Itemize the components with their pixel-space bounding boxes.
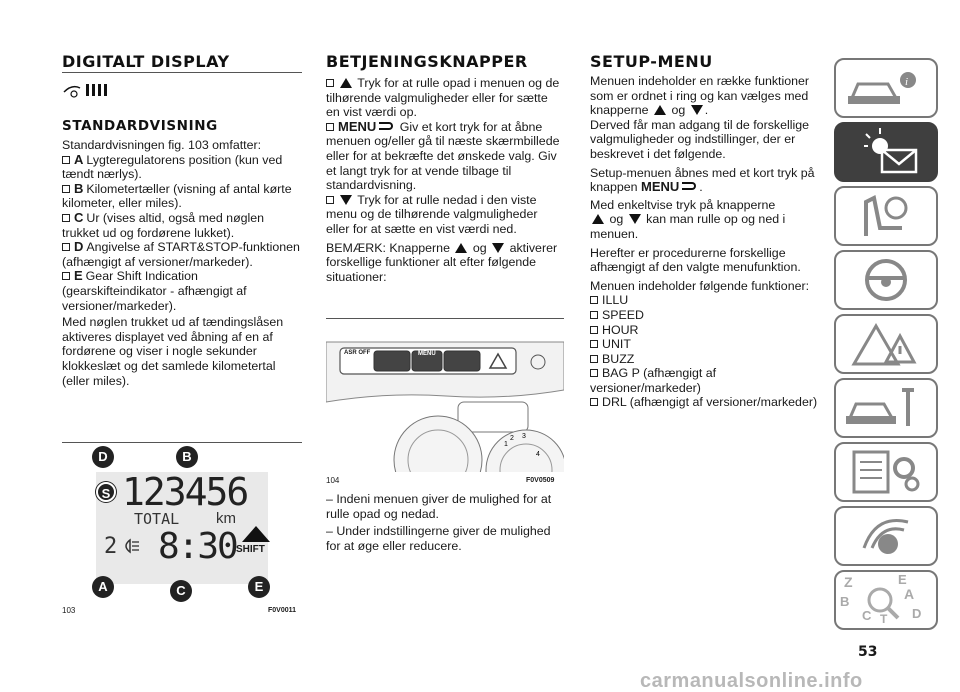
down-arrow-icon <box>629 214 641 224</box>
index-letter: C <box>862 608 872 623</box>
list-item-down: Tryk for at rulle nedad i den viste menu og de tilhørende valgmuligheder eller for at sætte en vist værdi ned. <box>326 192 538 236</box>
svg-text:1: 1 <box>504 441 508 448</box>
clock-digits: 8:30 <box>158 526 237 567</box>
body-text: Menuen indeholder følgende funktioner: <box>590 278 810 293</box>
list-item: BUZZ <box>590 352 830 367</box>
figure-code: F0V0509 <box>526 477 555 484</box>
list-item: E Gear Shift Indication (gearskifteindikator - afhængigt af versioner/markeder). <box>62 268 247 313</box>
svg-text:3: 3 <box>522 433 526 440</box>
up-arrow-icon <box>654 105 666 115</box>
odometer-digits: 123456 <box>122 470 248 514</box>
page-number: 53 <box>858 644 878 660</box>
figure-code: F0V0011 <box>268 607 297 614</box>
total-label: TOTAL <box>134 510 180 528</box>
list-item: C Ur (vises altid, også med nøglen trukket ud og fordørene lukket). <box>62 209 265 240</box>
tab-index[interactable] <box>834 570 938 630</box>
index-letter: B <box>840 594 850 609</box>
list-item: DRL (afhængigt af versioner/markeder) <box>590 395 830 410</box>
callout-s: S <box>96 482 116 502</box>
section-title: DIGITALT DISPLAY <box>62 52 230 71</box>
callout-c: C <box>170 580 192 602</box>
tab-warning-lights[interactable] <box>834 122 938 182</box>
index-letter: D <box>912 606 922 621</box>
list-item-menu: MENU Giv et kort tryk for at åbne menuen og/eller gå til næste skærmbillede eller for at bekræfte det ønskede valg. Giv et langt tryk for at vende tilbage til standardvisning. <box>326 118 560 193</box>
body-text: Setup-menuen åbnes med et kort tryk på knappen MENU . <box>590 165 815 195</box>
asr-button-label: ASR OFF <box>344 350 371 356</box>
tab-tech-data[interactable] <box>834 442 938 502</box>
car-info-icon <box>836 60 936 116</box>
figure-number: 103 <box>62 606 76 615</box>
seat-airbag-icon <box>836 188 936 244</box>
multimedia-icon <box>836 508 936 564</box>
down-arrow-icon <box>492 243 504 253</box>
list-item: HOUR <box>590 323 830 338</box>
subsection-title: STANDARDVISNING <box>62 118 218 134</box>
section-title: BETJENINGSKNAPPER <box>326 52 528 71</box>
tab-safety[interactable] <box>834 186 938 246</box>
body-text: Med enkeltvise tryk på knapperne og kan man rulle op og ned i menuen. <box>590 197 786 241</box>
warning-light-message-icon <box>836 124 936 180</box>
shift-label: SHIFT <box>236 544 265 555</box>
tab-service[interactable] <box>834 378 938 438</box>
tech-data-settings-icon <box>836 444 936 500</box>
callout-a: A <box>92 576 114 598</box>
tab-emergency[interactable] <box>834 314 938 374</box>
index-letter: Z <box>844 574 853 590</box>
menu-button-label: MENU <box>418 351 436 357</box>
list-item-up: Tryk for at rulle opad i menuen og de tilhørende valgmuligheder eller for sætte en vist værdi op. <box>326 76 560 120</box>
steering-wheel-icon <box>836 252 936 308</box>
figure-number: 104 <box>326 476 340 485</box>
note-text: BEMÆRK: Knapperne og aktiverer forskellige funktioner alt efter følgende situationer: <box>326 240 558 284</box>
road-warning-icon <box>836 316 936 372</box>
down-arrow-icon <box>691 105 703 115</box>
list-item: A Lygteregulatorens position (kun ved tændt nærlys). <box>62 151 283 182</box>
display-icon <box>62 80 108 105</box>
list-item: B Kilometertæller (visning af antal kørte kilometer, eller miles). <box>62 180 292 211</box>
dash-item: – Under indstillingerne giver de mulighed for at øge eller reducere. <box>326 524 551 553</box>
tab-car-info[interactable] <box>834 58 938 118</box>
up-arrow-icon <box>455 243 467 253</box>
index-letter: T <box>880 612 888 626</box>
index-letter: A <box>904 586 915 602</box>
intro-text: Standardvisningen fig. 103 omfatter: <box>62 138 262 152</box>
car-service-icon <box>836 380 936 436</box>
list-item: BAG P (afhængigt af versioner/markeder) <box>590 366 717 395</box>
list-item: SPEED <box>590 308 830 323</box>
down-arrow-icon <box>340 195 352 205</box>
figure-buttons <box>326 320 564 488</box>
unit-label: km <box>216 510 236 527</box>
list-item: ILLU <box>590 293 830 308</box>
headlight-icon <box>120 538 140 559</box>
svg-text:4: 4 <box>536 451 540 458</box>
section-title: SETUP-MENU <box>590 52 713 71</box>
figure-display <box>62 446 302 624</box>
return-arrow-icon <box>682 182 696 190</box>
title-rule <box>62 72 302 73</box>
up-arrow-icon <box>340 78 352 88</box>
tab-multimedia[interactable] <box>834 506 938 566</box>
body-text: Med nøglen trukket ud af tændingslåsen aktiveres displayet ved åbning af en af fordørene og viser i nogle sekunder klokkeslæt og det samlede kilometertal (eller miles). <box>62 315 284 388</box>
list-item: D Angivelse af START&STOP-funktionen (afhængigt af versioner/markeder). <box>62 239 300 269</box>
list-item: UNIT <box>590 337 830 352</box>
body-text: Derved får man adgang til de forskellige valgmuligheder og indstillinger, der er beskrevet i det følgende. <box>590 117 810 161</box>
callout-d: D <box>92 446 114 468</box>
tab-driving[interactable] <box>834 250 938 310</box>
callout-b: B <box>176 446 198 468</box>
svg-text:2: 2 <box>510 435 514 442</box>
dashboard-illustration <box>326 320 564 472</box>
svg-text:i: i <box>905 76 909 88</box>
up-arrow-icon <box>592 214 604 224</box>
callout-e: E <box>248 576 270 598</box>
body-text: Herefter er procedurerne forskellige afhængigt af den valgte menufunktion. <box>590 245 801 275</box>
gear-digit: 2 <box>104 534 118 559</box>
watermark: carmanualsonline.info <box>640 670 863 692</box>
dash-item: – Indeni menuen giver de mulighed for at rulle opad og nedad. <box>326 492 552 521</box>
return-arrow-icon <box>379 122 393 130</box>
body-text: Menuen indeholder en række funktioner som er ordnet i ring og kan vælges med knapperne og . <box>590 74 810 118</box>
index-letter: E <box>898 572 907 587</box>
